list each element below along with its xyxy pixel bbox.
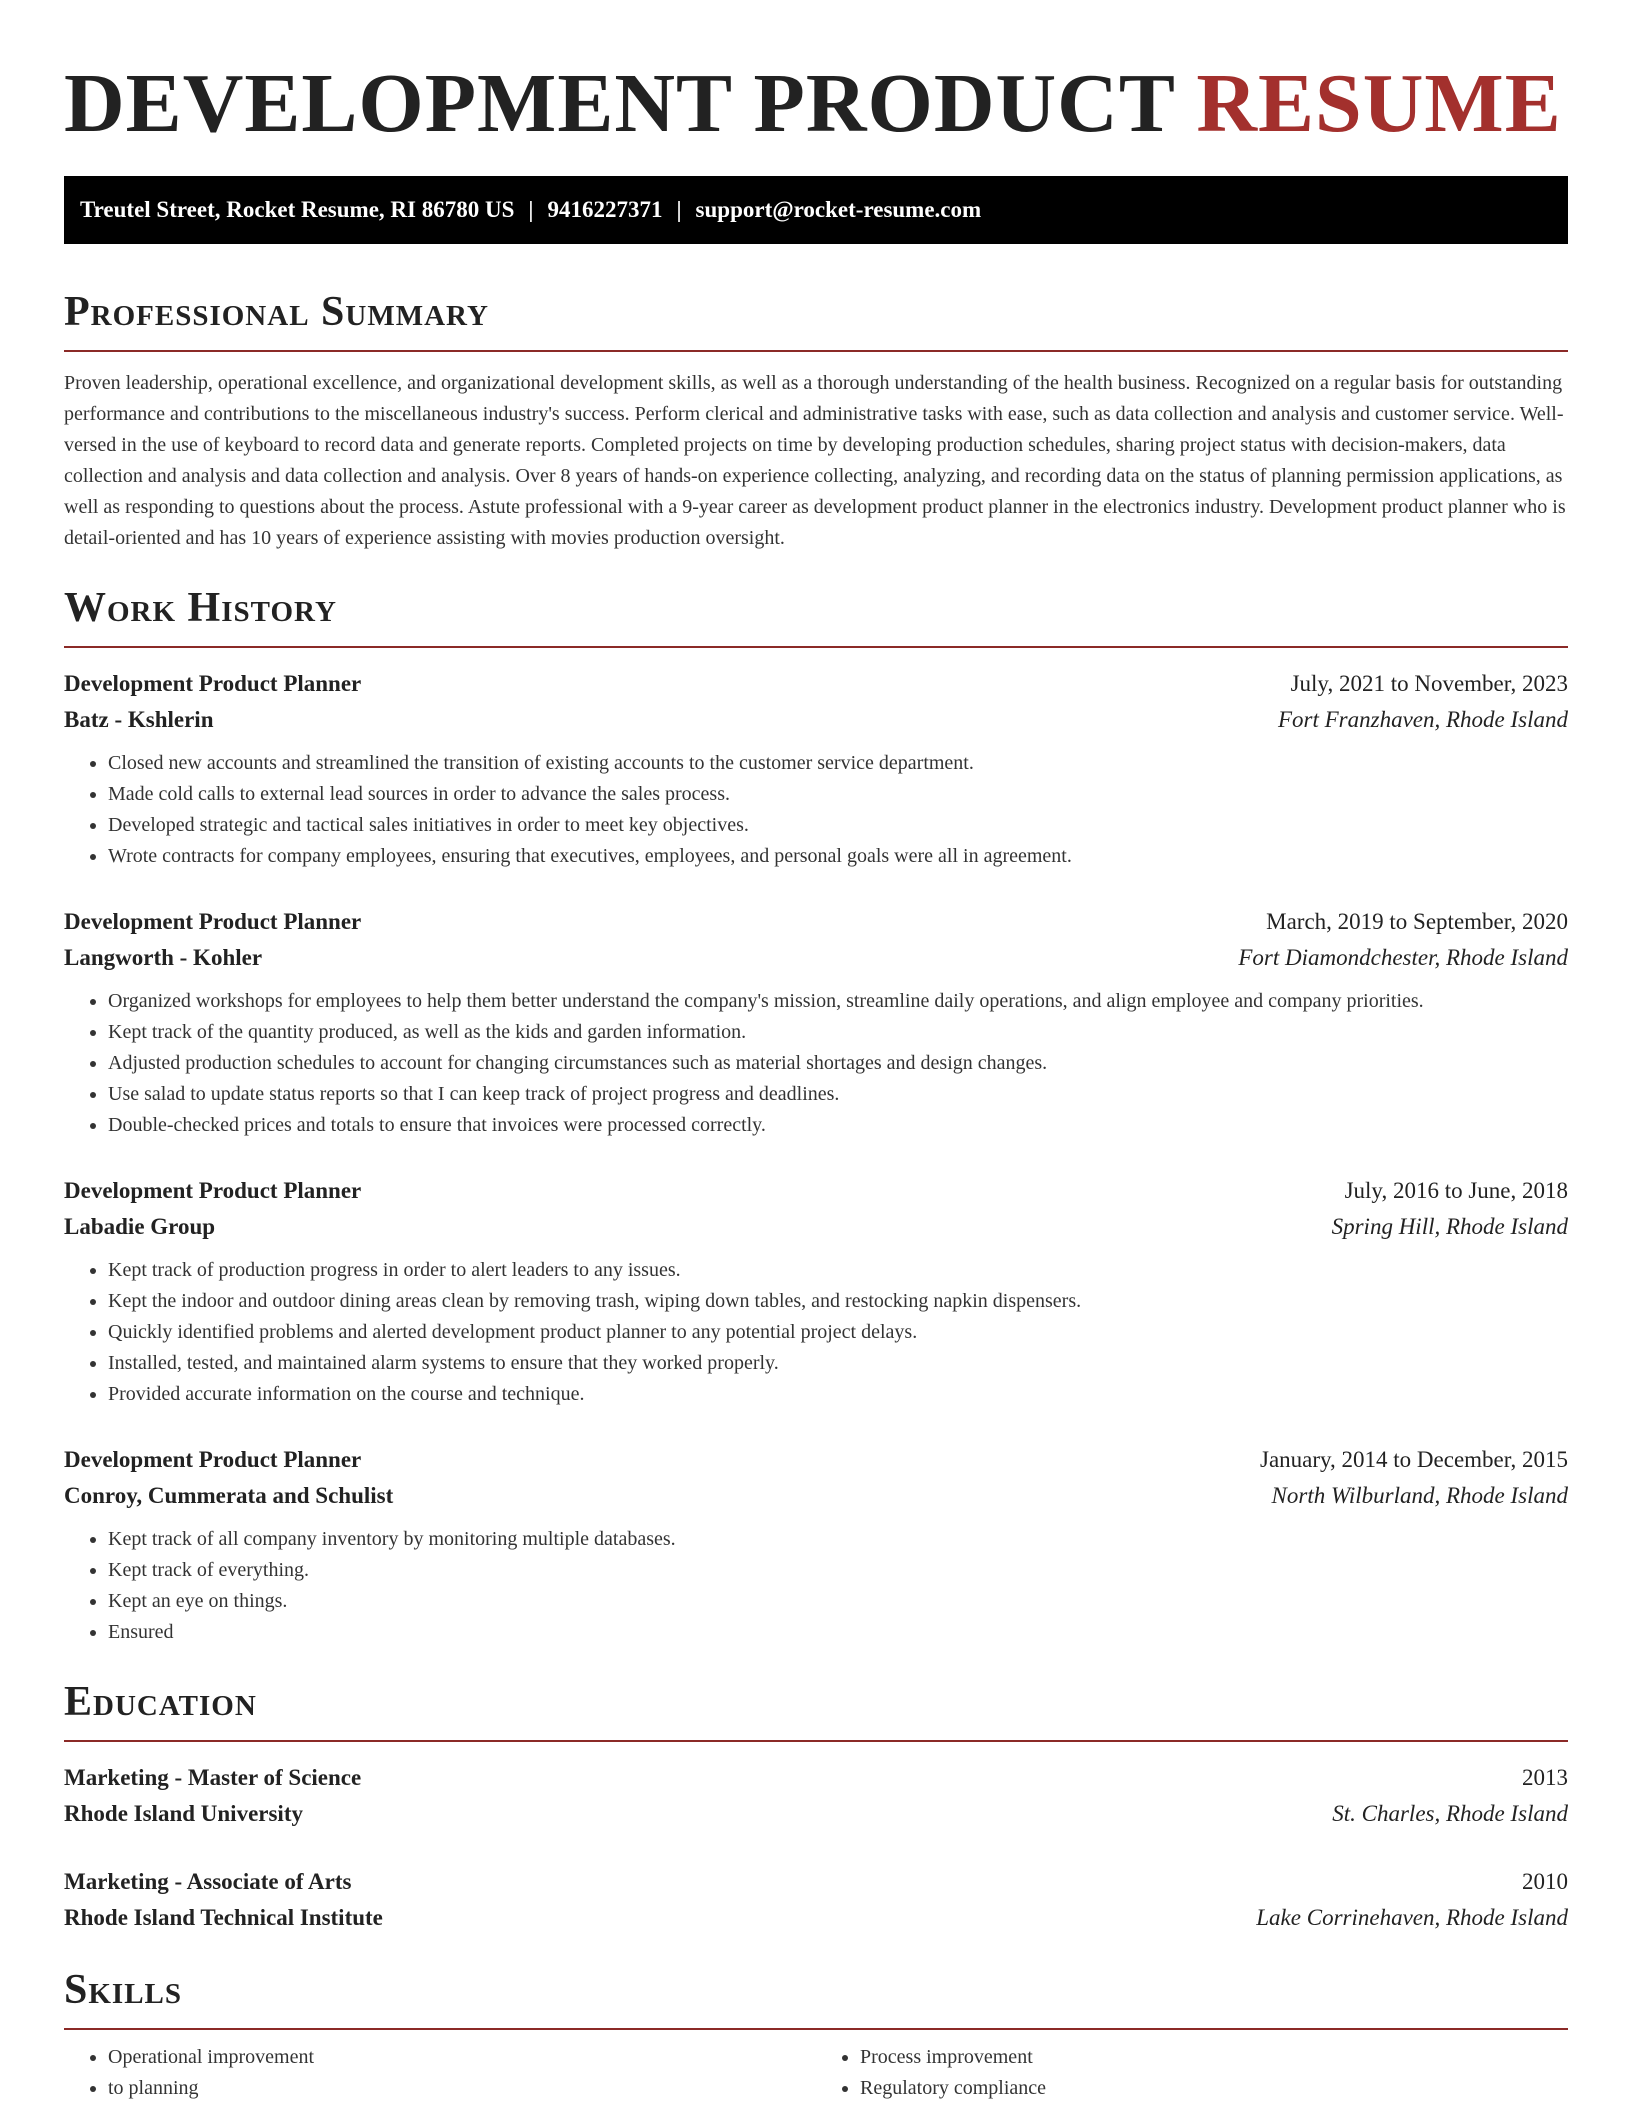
job-bullets [64, 748, 1568, 872]
job-bullet: • Installed, tested, and maintained alarm systems to ensure that they worked properly. [108, 1348, 1568, 1379]
resume-title-main: DEVELOPMENT PRODUCT [64, 57, 1175, 150]
job-bullet: • Made cold calls to external lead sources in order to advance the sales process. [108, 779, 1568, 810]
job-entry [64, 666, 1568, 872]
job-bullet: • Quickly identified problems and alerted development product planner to any potential project delays. [108, 1317, 1568, 1348]
education-entry [64, 1864, 1568, 1936]
job-company: Langworth - Kohler [64, 945, 263, 970]
contact-address: Treutel Street, Rocket Resume, RI 86780 US [80, 197, 515, 222]
skills-list-left [64, 2042, 816, 2104]
contact-separator: | [528, 197, 534, 222]
section-title-education: Education [64, 1678, 1568, 1742]
education-school: Rhode Island University [64, 1801, 303, 1826]
job-company-row [64, 1478, 1568, 1514]
job-role: Development Product Planner [64, 671, 362, 696]
education-degree: Marketing - Associate of Arts [64, 1869, 352, 1894]
job-bullet: • Kept an eye on things. [108, 1586, 1568, 1617]
skill-item: • Operational improvement [108, 2042, 816, 2073]
job-header-row [64, 666, 1568, 702]
job-bullet: • Provided accurate information on the course and technique. [108, 1379, 1568, 1410]
skills-columns [64, 2042, 1568, 2104]
job-bullet: • Ensured [108, 1617, 1568, 1648]
job-role: Development Product Planner [64, 1178, 362, 1203]
education-location: Lake Corrinehaven, Rhode Island [1256, 1905, 1568, 1930]
job-role: Development Product Planner [64, 909, 362, 934]
job-bullets [64, 1255, 1568, 1410]
contact-email: support@rocket-resume.com [695, 197, 982, 222]
skill-item: • to planning [108, 2073, 816, 2104]
skill-item: • Process improvement [860, 2042, 1568, 2073]
job-bullet: • Kept track of everything. [108, 1555, 1568, 1586]
section-title-work-history: Work History [64, 584, 1568, 648]
job-bullet: • Closed new accounts and streamlined the transition of existing accounts to the customer service department. [108, 748, 1568, 779]
job-bullet: • Adjusted production schedules to account for changing circumstances such as material shortages and design changes. [108, 1048, 1568, 1079]
job-location: Fort Diamondchester, Rhode Island [1238, 945, 1568, 970]
education-year: 2010 [1522, 1869, 1568, 1894]
job-bullets [64, 1524, 1568, 1648]
contact-separator: | [676, 197, 682, 222]
job-location: North Wilburland, Rhode Island [1271, 1483, 1568, 1508]
job-bullet: • Organized workshops for employees to help them better understand the company's mission, streamline daily operations, and align employee and company priorities. [108, 986, 1568, 1017]
job-entry [64, 1173, 1568, 1410]
contact-phone: 9416227371 [547, 197, 663, 222]
job-company: Batz - Kshlerin [64, 707, 214, 732]
job-entry [64, 904, 1568, 1141]
job-bullet: • Wrote contracts for company employees, ensuring that executives, employees, and personal goals were all in agreement. [108, 841, 1568, 872]
section-title-skills: Skills [64, 1966, 1568, 2030]
job-company: Labadie Group [64, 1214, 216, 1239]
education-school: Rhode Island Technical Institute [64, 1905, 383, 1930]
education-location: St. Charles, Rhode Island [1332, 1801, 1568, 1826]
job-bullet: • Kept the indoor and outdoor dining areas clean by removing trash, wiping down tables, and restocking napkin dispensers. [108, 1286, 1568, 1317]
job-dates: January, 2014 to December, 2015 [1260, 1447, 1568, 1472]
job-bullet: • Kept track of the quantity produced, as well as the kids and garden information. [108, 1017, 1568, 1048]
job-header-row [64, 904, 1568, 940]
job-location: Spring Hill, Rhode Island [1331, 1214, 1568, 1239]
contact-bar [64, 176, 1568, 244]
job-header-row [64, 1442, 1568, 1478]
skills-list-right [816, 2042, 1568, 2104]
section-title-summary: Professional Summary [64, 288, 1568, 352]
summary-text: Proven leadership, operational excellence, and organizational development skills, as well as a thorough understanding of the health business. Recognized on a regular basis for outstanding performance and contributions to the miscellaneous industry's success. Perform clerical and administrative tasks with ease, such as data collection and analysis and customer service. Well-versed in the use of keyboard to record data and generate reports. Completed projects on time by developing production schedules, sharing project status with decision-makers, data collection and analysis and data collection and analysis. Over 8 years of hands-on experience collecting, analyzing, and recording data on the status of planning permission applications, as well as responding to questions about the process. Astute professional with a 9-year career as development product planner in the electronics industry. Development product planner who is detail-oriented and has 10 years of experience assisting with movies production oversight. [64, 372, 1566, 549]
education-school-row [64, 1796, 1568, 1832]
job-dates: July, 2016 to June, 2018 [1344, 1178, 1568, 1203]
education-degree: Marketing - Master of Science [64, 1765, 362, 1790]
job-bullet: • Kept track of all company inventory by monitoring multiple databases. [108, 1524, 1568, 1555]
education-school-row [64, 1900, 1568, 1936]
job-location: Fort Franzhaven, Rhode Island [1277, 707, 1568, 732]
job-bullets [64, 986, 1568, 1141]
job-company: Conroy, Cummerata and Schulist [64, 1483, 394, 1508]
resume-title-accent: RESUME [1196, 57, 1562, 150]
job-bullet: • Use salad to update status reports so that I can keep track of project progress and deadlines. [108, 1079, 1568, 1110]
education-degree-row [64, 1760, 1568, 1796]
education-year: 2013 [1522, 1765, 1568, 1790]
job-company-row [64, 940, 1568, 976]
resume-title [64, 56, 1568, 152]
job-dates: July, 2021 to November, 2023 [1290, 671, 1568, 696]
education-degree-row [64, 1864, 1568, 1900]
skill-item: • Regulatory compliance [860, 2073, 1568, 2104]
job-header-row [64, 1173, 1568, 1209]
job-dates: March, 2019 to September, 2020 [1266, 909, 1568, 934]
job-company-row [64, 702, 1568, 738]
job-bullet: • Developed strategic and tactical sales initiatives in order to meet key objectives. [108, 810, 1568, 841]
job-bullet: • Kept track of production progress in order to alert leaders to any issues. [108, 1255, 1568, 1286]
job-role: Development Product Planner [64, 1447, 362, 1472]
job-entry [64, 1442, 1568, 1648]
education-entry [64, 1760, 1568, 1832]
job-company-row [64, 1209, 1568, 1245]
job-bullet: • Double-checked prices and totals to ensure that invoices were processed correctly. [108, 1110, 1568, 1141]
